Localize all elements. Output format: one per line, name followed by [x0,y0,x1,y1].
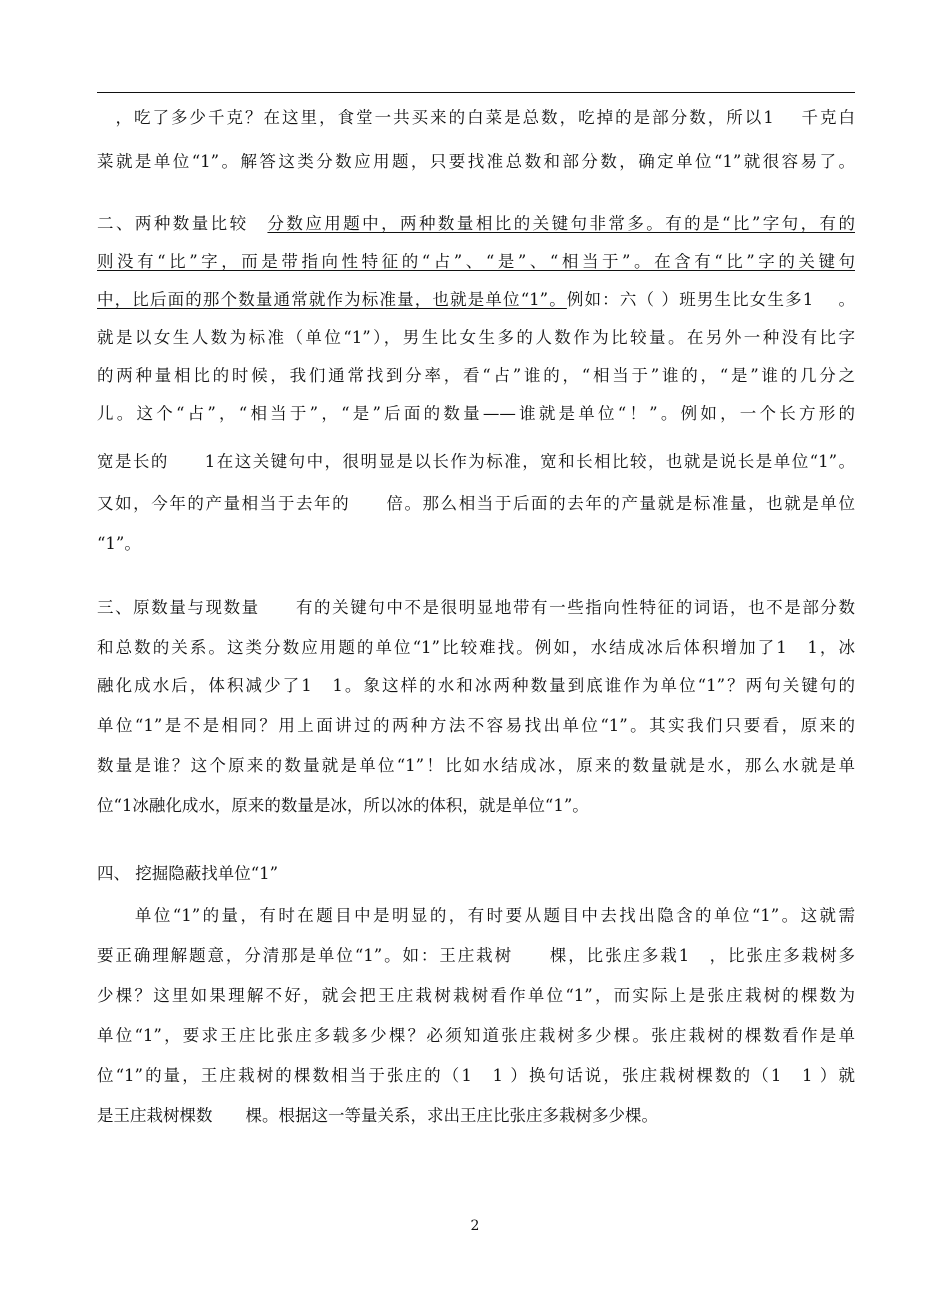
paragraph-line: 单位“1”的量，有时在题目中是明显的，有时要从题目中去找出隐含的单位“1”。这就需 [97,906,855,925]
paragraph-line: 要正确理解题意，分清那是单位“1”。如：王庄栽树 棵，比张庄多栽1 ，比张庄多栽树多 [97,946,855,965]
underlined-text: 分数应用题中，两种数量相比的关键句非常多。有的是“比”字句，有的 [267,214,855,233]
paragraph-line: 就是以女生人数为标准（单位“1”），男生比女生多的人数作为比较量。在另外一种没有比字 [97,328,855,347]
section-four-heading: 四、 挖掘隐蔽找单位“1” [97,864,279,883]
paragraph-line: “1”。 [97,534,141,553]
header-rule [97,92,855,93]
paragraph-line: 宽是长的 1在这关键句中，很明显是以长作为标准，宽和长相比较，也就是说长是单位“1”。 [97,452,855,471]
paragraph-line: 是王庄栽树棵数 棵。根据这一等量关系，求出王庄比张庄多栽树多少棵。 [97,1106,658,1125]
section-two-line [97,288,855,312]
paragraph-line: 单位“1”是不是相同？用上面讲过的两种方法不容易找出单位“1”。其实我们只要看，原来的 [97,716,855,735]
section-three-heading-line: 三、原数量与现数量 有的关键句中不是很明显地带有一些指向性特征的词语，也不是部分数 [97,598,855,617]
paragraph-line: 和总数的关系。这类分数应用题的单位“1”比较难找。例如，水结成冰后体积增加了1 1，冰 [97,638,855,657]
paragraph-line: 融化成水后，体积减少了1 1。象这样的水和冰两种数量到底谁作为单位“1”？两句关键句的 [97,676,855,695]
example-text: 例如：六（ ）班男生比女生多1 。 [566,290,855,309]
paragraph-line: ，吃了多少千克？在这里，食堂一共买来的白菜是总数，吃掉的是部分数，所以1 千克白 [97,108,855,127]
paragraph-line: 位“1冰融化成水，原来的数量是冰，所以冰的体积，就是单位“1”。 [97,796,589,815]
paragraph-line: 数量是谁？这个原来的数量就是单位“1”！比如水结成冰，原来的数量就是水，那么水就是单 [97,756,855,775]
paragraph-line: 的两种量相比的时候，我们通常找到分率，看“占”谁的，“相当于”谁的，“是”谁的几分之 [97,366,855,385]
paragraph-line: 菜就是单位“1”。解答这类分数应用题，只要找准总数和部分数，确定单位“1”就很容易了。 [97,152,855,171]
paragraph-line: 又如，今年的产量相当于去年的 倍。那么相当于后面的去年的产量就是标准量，也就是单位 [97,494,855,513]
paragraph-line: 儿。这个“占”，“相当于”，“是”后面的数量——谁就是单位“！”。例如，一个长方形的 [97,404,855,423]
page-number: 2 [470,1218,480,1234]
paragraph-line: 单位“1”，要求王庄比张庄多载多少棵？必须知道张庄栽树多少棵。张庄栽树的棵数看作是单 [97,1026,855,1045]
underlined-text: 则没有“比”字，而是带指向性特征的“占”、“是”、“相当于”。在含有“比”字的关键句 [97,252,855,271]
section-two-line [97,212,855,236]
section-two-heading: 二、两种数量比较 [97,214,268,233]
section-two-line [97,250,855,274]
paragraph-line: 少棵？这里如果理解不好，就会把王庄栽树栽树看作单位“1”，而实际上是张庄栽树的棵数为 [97,986,855,1005]
paragraph-line: 位“1”的量，王庄栽树的棵数相当于张庄的（1 1 ）换句话说，张庄栽树棵数的（1 1 ）就 [97,1066,855,1085]
underlined-text: 中，比后面的那个数量通常就作为标准量，也就是单位“1”。 [97,290,567,309]
